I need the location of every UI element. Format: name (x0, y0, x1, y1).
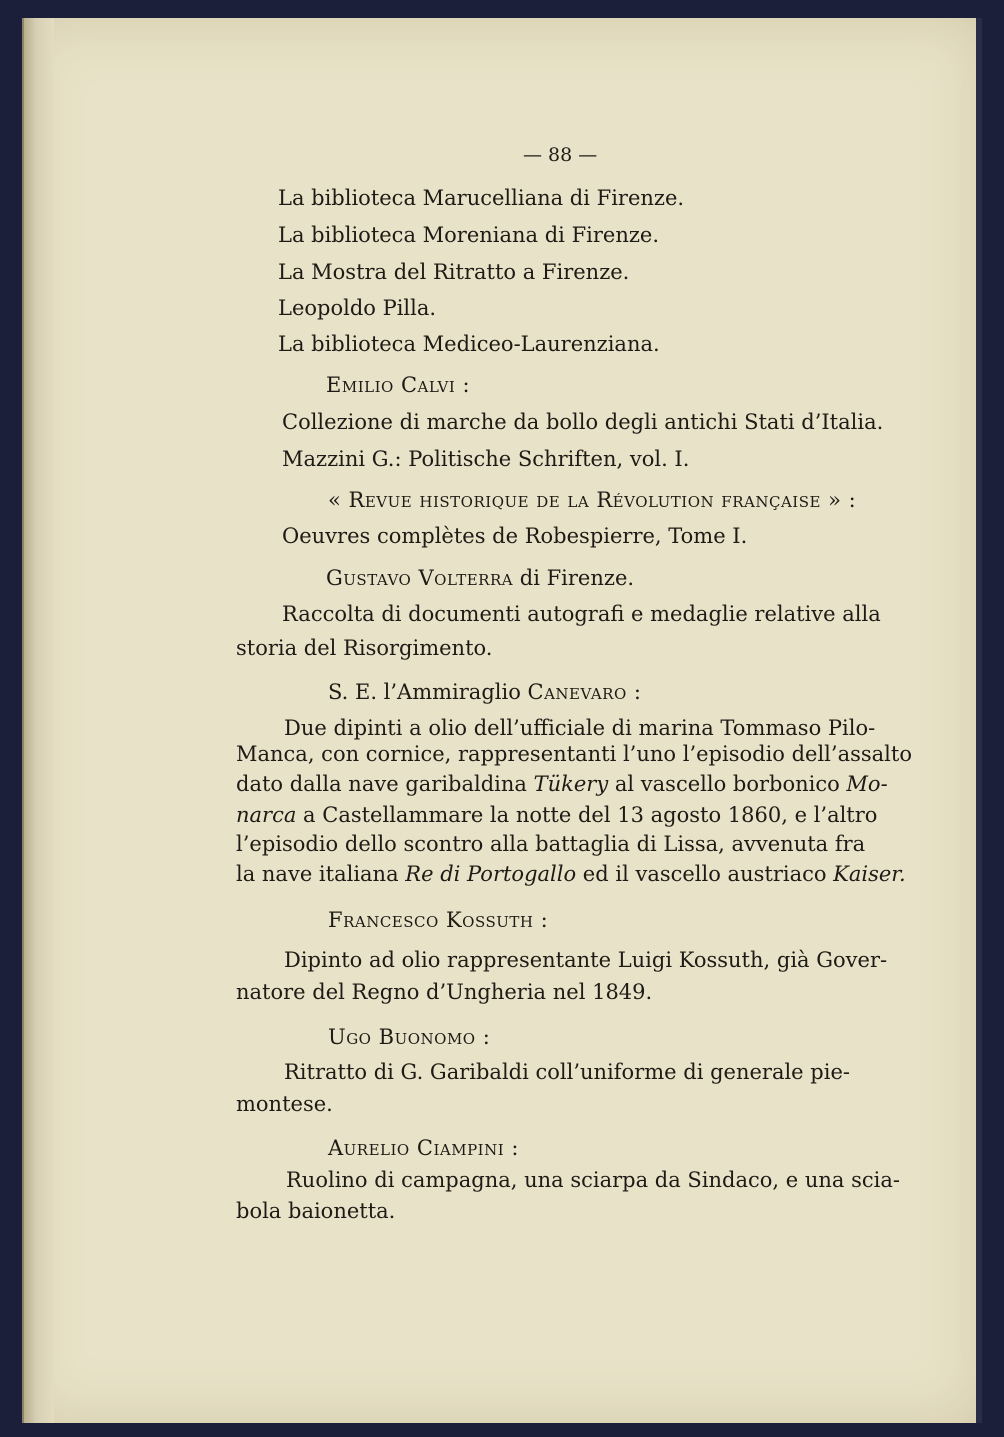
entry-line: Due dipinti a olio dell’ufficiale di marina Tommaso Pilo- (284, 716, 876, 740)
ship-name: Mo- (846, 772, 888, 796)
ship-name: Tükery (533, 772, 609, 796)
entry-line (236, 805, 877, 826)
donor-location: di Firenze. (513, 566, 635, 590)
list-item: La biblioteca Mediceo-Laurenziana. (278, 332, 660, 356)
donor-name: Ugo Buonomo : (328, 1025, 491, 1049)
ship-name: Kaiser. (833, 862, 906, 886)
text-run: a Castellammare la notte del 13 agosto 1860, e l’altro (296, 803, 878, 827)
entry-line: natore del Regno d’Ungheria nel 1849. (236, 980, 653, 1004)
ship-name: narca (236, 803, 297, 827)
entry-line: Mazzini G.: Politische Schriften, vol. I. (282, 447, 690, 471)
entry-line: Ruolino di campagna, una sciarpa da Sindaco, e una scia- (286, 1168, 900, 1192)
donor-line (328, 682, 642, 703)
entry-line: Collezione di marche da bollo degli antichi Stati d’Italia. (282, 410, 884, 434)
entry-line (236, 864, 906, 885)
entry-line: Ritratto di G. Garibaldi coll’uniforme di generale pie- (284, 1060, 850, 1084)
text-run: dato dalla nave garibaldina (236, 772, 534, 796)
donor-name: Canevaro : (527, 680, 642, 704)
page-number: — 88 — (523, 144, 598, 166)
facing-page-edge (976, 18, 982, 1423)
list-item: La Mostra del Ritratto a Firenze. (278, 260, 630, 284)
entry-line: montese. (236, 1092, 333, 1116)
text-run: ed il vascello austriaco (576, 862, 834, 886)
list-item: La biblioteca Marucelliana di Firenze. (278, 186, 685, 210)
list-item: La biblioteca Moreniana di Firenze. (278, 223, 660, 247)
entry-line: Oeuvres complètes de Robespierre, Tome I. (282, 524, 748, 548)
entry-line: Manca, con cornice, rappresentanti l’uno l’episodio dell’assalto (236, 742, 912, 766)
donor-name: « Revue historique de la Révolution française » : (328, 488, 857, 512)
donor-line (326, 568, 634, 589)
entry-line: storia del Risorgimento. (236, 636, 493, 660)
entry-line: l’episodio dello scontro alla battaglia di Lissa, avvenuta fra (236, 832, 866, 856)
donor-title: S. E. l’Ammiraglio (328, 680, 528, 704)
entry-line: Raccolta di documenti autografi e medaglie relative alla (282, 602, 881, 626)
book-spine (22, 18, 54, 1423)
ship-name: Re di Portogallo (405, 862, 577, 886)
text-run: la nave italiana (236, 862, 406, 886)
text-run: al vascello borbonico (608, 772, 847, 796)
donor-name: Francesco Kossuth : (328, 908, 549, 932)
donor-name: Gustavo Volterra (326, 566, 514, 590)
list-item: Leopoldo Pilla. (278, 296, 437, 320)
entry-line: Dipinto ad olio rappresentante Luigi Kossuth, già Gover- (284, 948, 888, 972)
donor-name: Aurelio Ciampini : (328, 1136, 519, 1160)
entry-line: bola baionetta. (236, 1199, 396, 1223)
entry-line (236, 774, 888, 795)
donor-name: Emilio Calvi : (326, 373, 471, 397)
